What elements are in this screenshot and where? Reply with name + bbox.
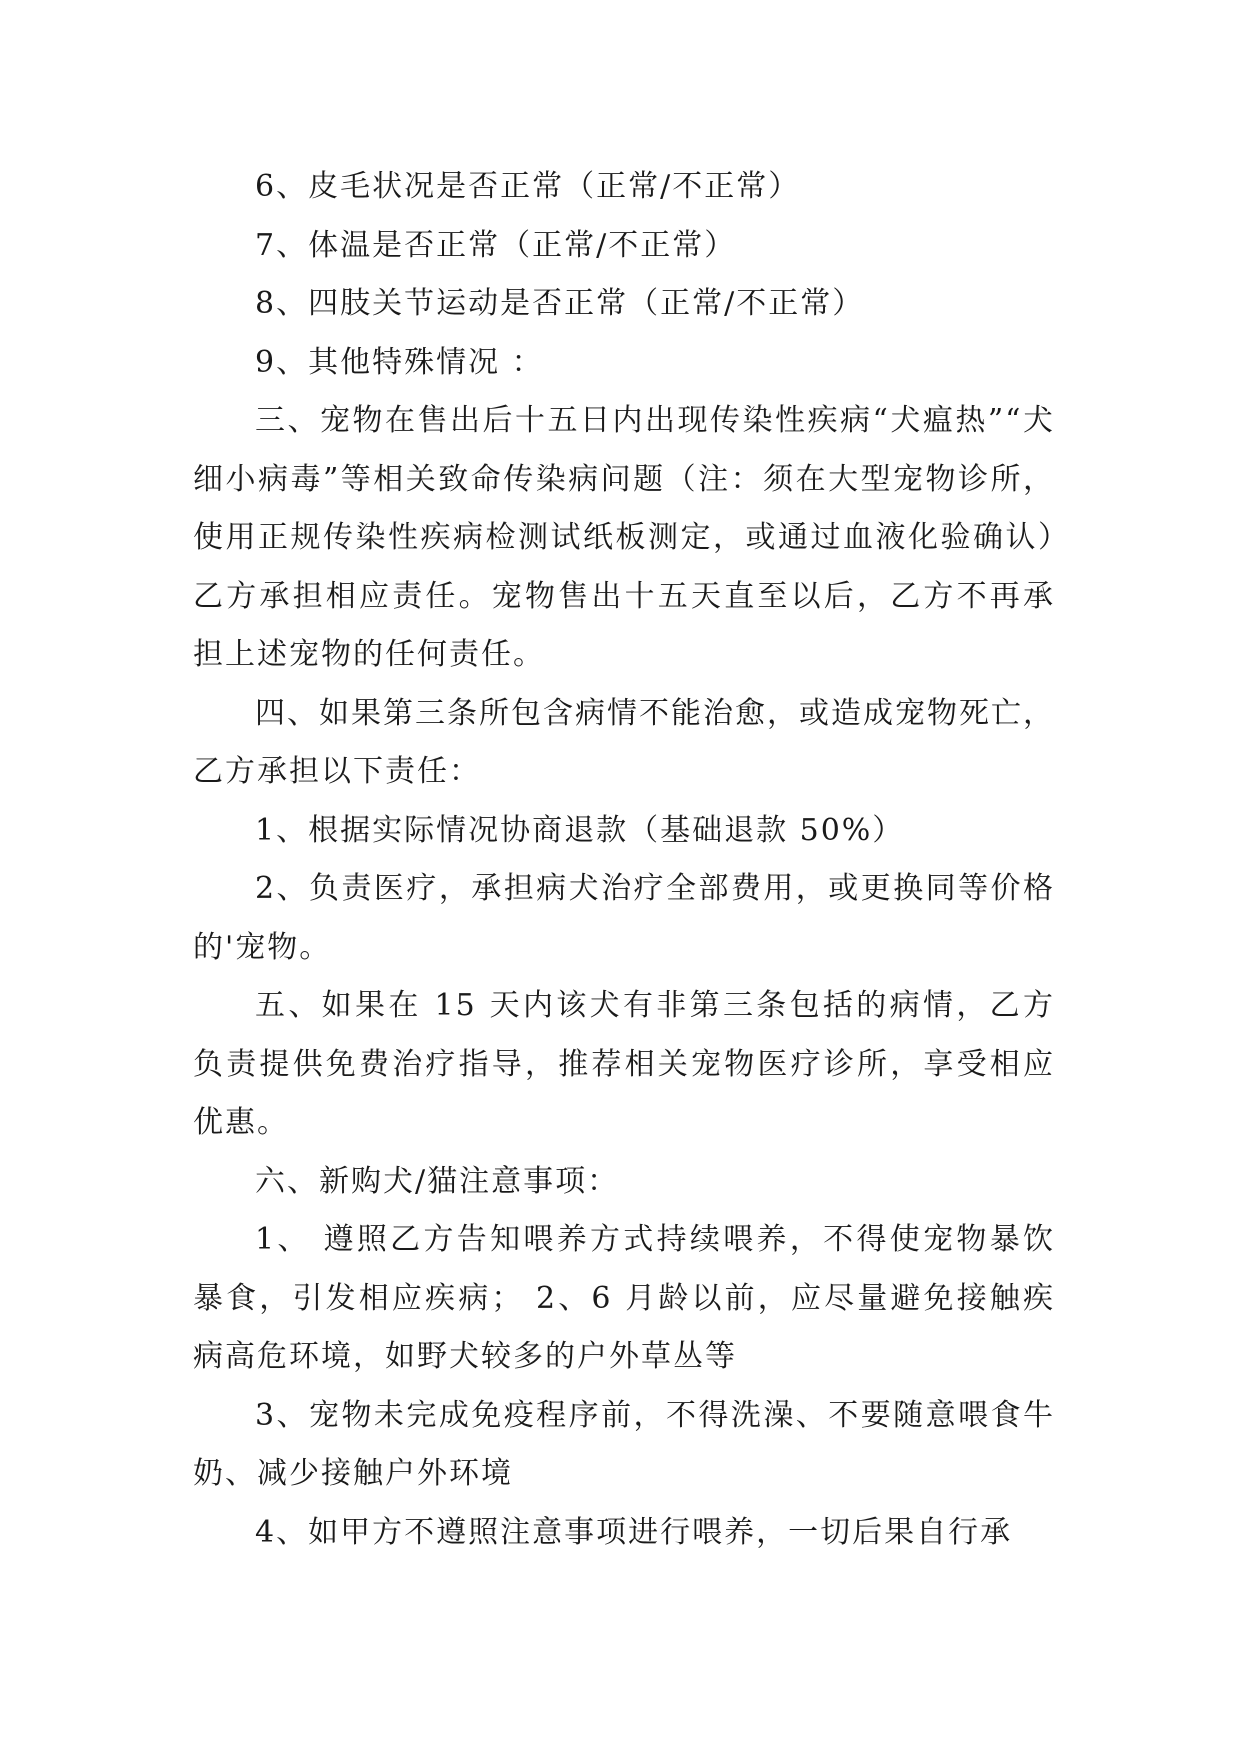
item-fur-condition: 6、皮毛状况是否正常（正常/不正常） (255, 169, 801, 204)
clause-six-heading: 六、新购犬/猫注意事项： (255, 1163, 620, 1199)
item-other-conditions: 9、其他特殊情况 ： (255, 344, 544, 380)
clause-three: 三、宠物在售出后十五日内出现传染性疾病“犬瘟热”“犬细小病毒”等相关致命传染病问题（注：须在大型宠物诊所，使用正规传染性疾病检测试纸板测定，或通过血液化验确认）乙方承担相应责任。宠物售出十五天直至以后，乙方不再承担上述宠物的任何责任。 (193, 403, 1055, 672)
clause-four: 四、如果第三条所包含病情不能治愈，或造成宠物死亡，乙方承担以下责任： (193, 695, 1055, 789)
clause-six-item-1-2: 1、 遵照乙方告知喂养方式持续喂养，不得使宠物暴饮暴食，引发相应疾病； 2、6 月龄以前，应尽量避免接触疾病高危环境，如野犬较多的户外草丛等 (193, 1222, 1055, 1374)
item-body-temperature: 7、体温是否正常（正常/不正常） (255, 227, 737, 263)
clause-six-item-4: 4、如甲方不遵照注意事项进行喂养，一切后果自行承 (255, 1514, 1013, 1550)
clause-four-item-1: 1、根据实际情况协商退款（基础退款 50%） (255, 812, 905, 848)
item-limb-joints: 8、四肢关节运动是否正常（正常/不正常） (255, 286, 865, 321)
clause-five: 五、如果在 15 天内该犬有非第三条包括的病情，乙方负责提供免费治疗指导，推荐相关宠物医疗诊所，享受相应优惠。 (193, 988, 1055, 1140)
clause-four-item-2: 2、负责医疗，承担病犬治疗全部费用，或更换同等价格的'宠物。 (193, 871, 1055, 965)
clause-six-item-3: 3、宠物未完成免疫程序前，不得洗澡、不要随意喂食牛奶、减少接触户外环境 (193, 1397, 1055, 1491)
document-body (193, 158, 1055, 1562)
